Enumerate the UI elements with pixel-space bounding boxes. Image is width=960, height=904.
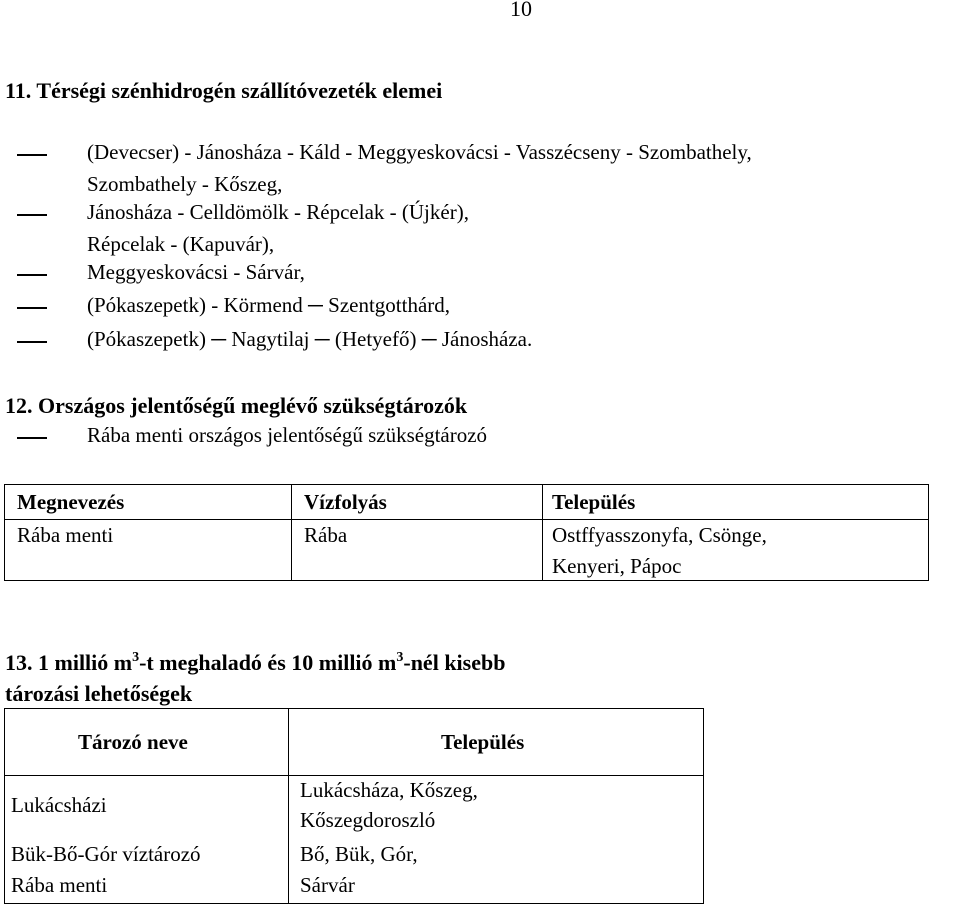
row-2-place: Bő, Bük, Gór,	[300, 842, 418, 866]
pipeline-line-6: (Pókaszepetk) - Körmend ─ Szentgotthárd,	[87, 293, 451, 317]
bullet-dash	[17, 437, 47, 439]
pipeline-line-4: Répcelak - (Kapuvár),	[87, 232, 275, 256]
section-13-title-part-c: -nél kisebb	[403, 650, 506, 675]
superscript: 3	[132, 650, 140, 665]
row-3-place: Sárvár	[300, 873, 355, 897]
bullet-dash	[17, 154, 47, 156]
pipeline-line-3: Jánosháza - Celldömölk - Répcelak - (Újkér),	[87, 200, 469, 224]
row-1-place-line-2: Kőszegdoroszló	[300, 808, 436, 832]
table-divider	[542, 485, 543, 580]
cell-watercourse: Rába	[304, 523, 348, 547]
row-3-name: Rába menti	[11, 873, 108, 897]
row-1-name: Lukácsházi	[11, 793, 107, 817]
col-header-reservoir-name: Tározó neve	[78, 730, 188, 754]
cell-settlement-line-2: Kenyeri, Pápoc	[552, 554, 682, 578]
col-header-settlement: Település	[441, 730, 525, 754]
section-11-title: 11. Térségi szénhidrogén szállítóvezeték elemei	[5, 78, 443, 103]
bullet-dash	[17, 341, 47, 343]
row-1-place-line-1: Lukácsháza, Kőszeg,	[300, 778, 478, 802]
pipeline-line-1: (Devecser) - Jánosháza - Káld - Meggyeskovácsi - Vasszécseny - Szombathely,	[87, 140, 752, 164]
bullet-dash	[17, 274, 47, 276]
section-13-title	[5, 650, 505, 676]
table-divider	[5, 775, 703, 776]
bullet-dash	[17, 214, 47, 216]
col-header-watercourse: Vízfolyás	[304, 490, 387, 514]
pipeline-line-7: (Pókaszepetk) ─ Nagytilaj ─ (Hetyefő) ─ Jánosháza.	[87, 327, 533, 351]
col-header-settlement: Település	[552, 490, 636, 514]
row-2-name: Bük-Bő-Gór víztározó	[11, 842, 201, 866]
section-12-title: 12. Országos jelentőségű meglévő szükségtározók	[5, 393, 468, 418]
table-divider	[291, 485, 292, 580]
pipeline-line-5: Meggyeskovácsi - Sárvár,	[87, 260, 305, 284]
superscript: 3	[396, 650, 404, 665]
table-divider	[5, 519, 928, 520]
bullet-dash	[17, 307, 47, 309]
section-13-title-part-b: -t meghaladó és 10 millió m	[139, 650, 397, 675]
pipeline-line-2: Szombathely - Kőszeg,	[87, 172, 283, 196]
section-13-title-line-2: tározási lehetőségek	[5, 681, 193, 706]
emergency-reservoir-table	[4, 484, 929, 581]
cell-settlement-line-1: Ostffyasszonyfa, Csönge,	[552, 523, 767, 547]
page-number: 10	[510, 0, 532, 21]
section-13-title-part-a: 13. 1 millió m	[5, 650, 133, 675]
col-header-name: Megnevezés	[17, 490, 125, 514]
cell-name: Rába menti	[17, 523, 114, 547]
reservoir-bullet: Rába menti országos jelentőségű szükségtározó	[87, 423, 488, 447]
table-divider	[288, 709, 289, 903]
